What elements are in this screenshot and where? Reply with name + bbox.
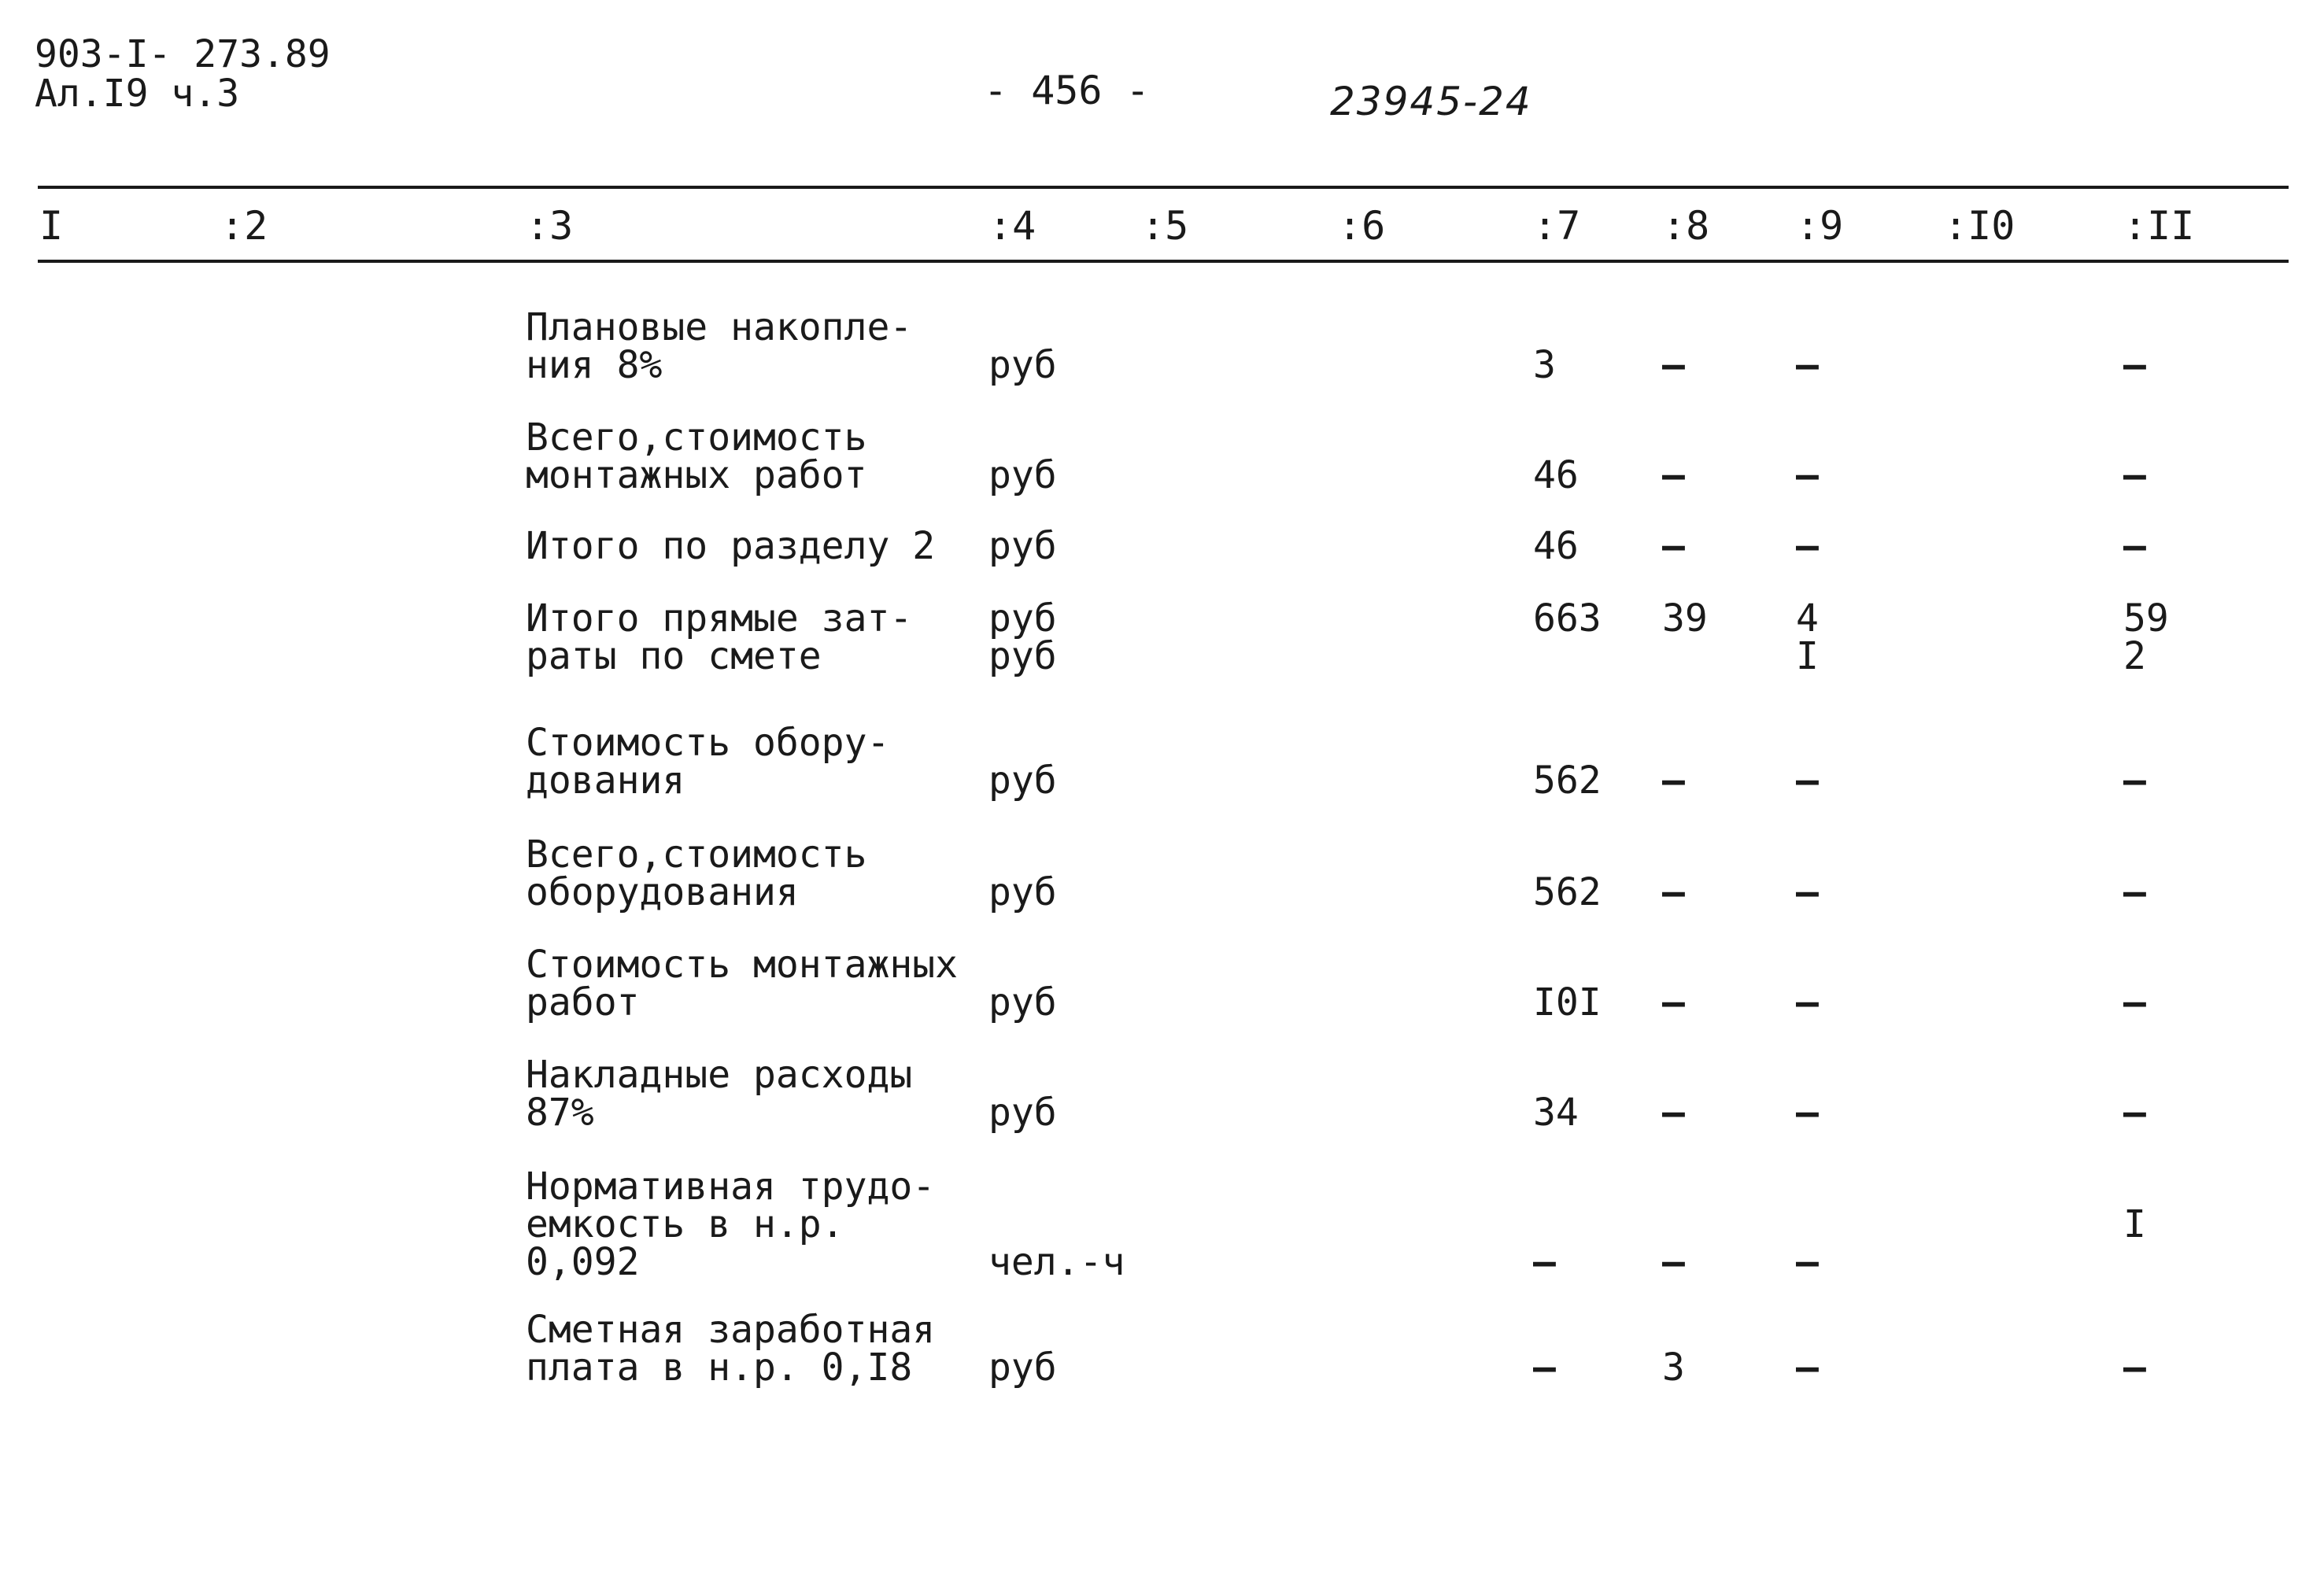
- table-top-rule: [38, 186, 2289, 189]
- row-value-col8: –: [1662, 759, 1685, 803]
- row-value-col7: –: [1533, 1346, 1556, 1390]
- row-description: Сметная заработная плата в н.р. 0,I8: [526, 1308, 936, 1390]
- column-header-2: :2: [220, 203, 268, 249]
- row-description: Стоимость монтажных работ: [526, 943, 959, 1024]
- column-header-11: :II: [2123, 203, 2195, 249]
- row-value-col8: –: [1662, 524, 1685, 568]
- row-value-col9: –: [1796, 524, 1819, 568]
- row-unit: руб: [988, 980, 1057, 1024]
- column-header-6: :6: [1338, 203, 1386, 249]
- row-value-col8: –: [1662, 1240, 1685, 1284]
- row-unit: руб: [988, 343, 1057, 387]
- row-value-col11: I: [2123, 1202, 2146, 1246]
- album-part: Ал.I9 ч.3: [35, 72, 240, 116]
- row-unit: руб: [988, 1346, 1057, 1390]
- row-value-col9: –: [1796, 453, 1819, 497]
- row-unit: руб: [988, 1091, 1057, 1135]
- row-unit: руб: [988, 870, 1057, 914]
- row-description: Всего,стоимость монтажных работ: [526, 415, 867, 497]
- row-unit: руб: [988, 759, 1057, 803]
- row-value-col7: 562: [1533, 870, 1602, 914]
- row-value-col7: 46: [1533, 453, 1579, 497]
- row-value-col8: –: [1662, 453, 1685, 497]
- column-header-10: :I0: [1944, 203, 2015, 249]
- row-value-col8: –: [1662, 343, 1685, 387]
- row-value-col8: –: [1662, 1091, 1685, 1135]
- table-header-rule: [38, 260, 2289, 263]
- column-header-9: :9: [1796, 203, 1844, 249]
- column-header-4: :4: [988, 203, 1036, 249]
- row-description: Нормативная трудо- емкость в н.р. 0,092: [526, 1165, 936, 1284]
- row-description: Итого прямые зат- раты по смете: [526, 596, 913, 678]
- row-value-col11: –: [2123, 1091, 2146, 1135]
- row-value-col9: –: [1796, 980, 1819, 1024]
- row-description: Итого по разделу 2: [526, 524, 936, 568]
- row-value-col9: 4 I: [1796, 596, 1819, 678]
- column-header-8: :8: [1662, 203, 1710, 249]
- row-description: Стоимость обору- дования: [526, 721, 890, 803]
- row-value-col11: –: [2123, 1346, 2146, 1390]
- row-description: Всего,стоимость оборудования: [526, 832, 867, 914]
- row-value-col9: –: [1796, 1091, 1819, 1135]
- row-value-col8: –: [1662, 980, 1685, 1024]
- row-value-col7: 34: [1533, 1091, 1579, 1135]
- row-value-col8: 3: [1662, 1346, 1685, 1390]
- page-number: - 456 -: [984, 68, 1150, 113]
- row-value-col7: 562: [1533, 759, 1602, 803]
- column-header-5: :5: [1141, 203, 1189, 249]
- row-value-col11: –: [2123, 453, 2146, 497]
- table-header-row: [0, 203, 2324, 250]
- row-value-col11: 59 2: [2123, 596, 2169, 678]
- row-value-col8: 39: [1662, 596, 1708, 640]
- row-value-col11: –: [2123, 980, 2146, 1024]
- column-header-3: :3: [526, 203, 574, 249]
- column-header-7: :7: [1533, 203, 1581, 249]
- row-value-col7: I0I: [1533, 980, 1602, 1024]
- row-value-col11: –: [2123, 524, 2146, 568]
- handwritten-number: 23945-24: [1330, 79, 1532, 124]
- row-value-col11: –: [2123, 870, 2146, 914]
- row-value-col11: –: [2123, 759, 2146, 803]
- row-unit: руб руб: [988, 596, 1057, 678]
- row-unit: руб: [988, 524, 1057, 568]
- row-description: Плановые накопле- ния 8%: [526, 305, 913, 387]
- row-value-col9: –: [1796, 1240, 1819, 1284]
- row-description: Накладные расходы 87%: [526, 1053, 913, 1135]
- row-value-col9: –: [1796, 1346, 1819, 1390]
- column-header-1: I: [39, 203, 64, 249]
- row-unit: руб: [988, 453, 1057, 497]
- row-value-col8: –: [1662, 870, 1685, 914]
- row-value-col7: –: [1533, 1240, 1556, 1284]
- row-unit: чел.-ч: [988, 1240, 1125, 1284]
- row-value-col9: –: [1796, 343, 1819, 387]
- row-value-col11: –: [2123, 343, 2146, 387]
- row-value-col9: –: [1796, 759, 1819, 803]
- row-value-col7: 663: [1533, 596, 1602, 640]
- row-value-col9: –: [1796, 870, 1819, 914]
- row-value-col7: 46: [1533, 524, 1579, 568]
- document-code: [35, 32, 331, 116]
- row-value-col7: 3: [1533, 343, 1556, 387]
- doc-number: 903-I- 273.89: [35, 32, 331, 76]
